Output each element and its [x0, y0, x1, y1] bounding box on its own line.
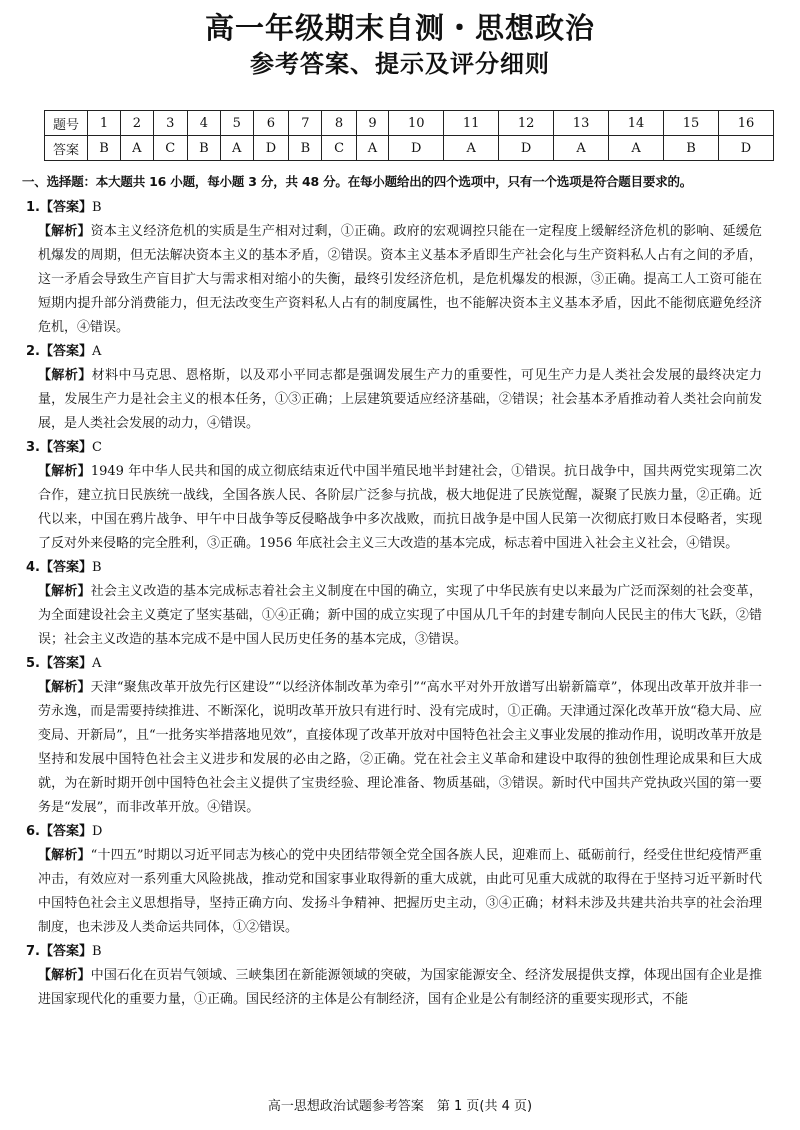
answer-row	[45, 136, 774, 161]
question-number-row	[45, 111, 774, 136]
page-footer: 高一思想政治试题参考答案 第 1 页(共 4 页)	[267, 1099, 533, 1114]
row-label-answers: 答案	[45, 136, 88, 161]
answer-cell: B	[187, 136, 220, 161]
answer-cell: A	[554, 136, 609, 161]
answer-cell: D	[718, 136, 773, 161]
number-cell: 11	[444, 111, 499, 136]
question-answer: 2.【答案】A	[26, 344, 102, 359]
number-cell: 14	[609, 111, 664, 136]
number-cell: 8	[322, 111, 356, 136]
explanation-paragraph: 【解析】资本主义经济危机的实质是生产相对过剩，①正确。政府的宏观调控只能在一定程度上缓解经济危机的影响、延缓危机爆发的周期，但无法解决资本主义的基本矛盾，②错误。资本主义基本矛盾即生产社会化与生产资料私人占有之间的矛盾，这一矛盾会导致生产盲目扩大与需求相对缩小的失衡，最终引发经济危机，是危机爆发的根源，③正确。提高工人工资可能在短期内提升部分消费能力，但无法改变生产资料私人占有的制度属性，也不能解决资本主义基本矛盾，因此不能彻底避免经济危机，④错误。	[38, 224, 762, 335]
explanations	[26, 196, 762, 1012]
number-cell: 16	[718, 111, 773, 136]
question-answer: 7.【答案】B	[26, 944, 102, 959]
answer-cell: B	[664, 136, 719, 161]
number-cell: 15	[664, 111, 719, 136]
answer-cell: C	[153, 136, 187, 161]
explanation-paragraph: 【解析】1949 年中华人民共和国的成立彻底结束近代中国半殖民地半封建社会，①错误。抗日战争中，国共两党实现第二次合作，建立抗日民族统一战线，全国各族人民、各阶层广泛参与抗战，极大地促进了民族觉醒，凝聚了民族力量，②正确。近代以来，中国在鸦片战争、甲午中日战争等反侵略战争中多次战败，而抗日战争是中国人民第一次彻底打败日本侵略者，实现了反对外来侵略的完全胜利，③正确。1956 年底社会主义三大改造的基本完成，标志着中国进入社会主义社会，④错误。	[38, 464, 762, 551]
number-cell: 7	[289, 111, 322, 136]
number-cell: 12	[499, 111, 554, 136]
number-cell: 6	[253, 111, 289, 136]
answer-cell: A	[220, 136, 253, 161]
number-cell: 4	[187, 111, 220, 136]
answer-cell: A	[121, 136, 154, 161]
number-cell: 10	[389, 111, 444, 136]
row-label-numbers: 题号	[45, 111, 88, 136]
answer-cell: C	[322, 136, 356, 161]
explanation-paragraph: 【解析】中国石化在页岩气领域、三峡集团在新能源领域的突破，为国家能源安全、经济发展提供支撑，体现出国有企业是推进国家现代化的重要力量，①正确。国民经济的主体是公有制经济，国有企业是公有制经济的重要实现形式，不能	[38, 968, 762, 1007]
answer-cell: B	[88, 136, 121, 161]
section-header: 一、选择题：本大题共 16 小题，每小题 3 分，共 48 分。在每小题给出的四个选项中，只有一个选项是符合题目要求的。	[22, 174, 693, 189]
number-cell: 1	[88, 111, 121, 136]
question-answer: 5.【答案】A	[26, 656, 102, 671]
question-answer: 6.【答案】D	[26, 824, 103, 839]
question-answer: 1.【答案】B	[26, 200, 102, 215]
answer-cell: D	[253, 136, 289, 161]
explanation-paragraph: 【解析】天津“聚焦改革开放先行区建设”“以经济体制改革为牵引”“高水平对外开放谱写出崭新篇章”，体现出改革开放并非一劳永逸，而是需要持续推进、不断深化，说明改革开放只有进行时、没有完成时，①正确。天津通过深化改革开放“稳大局、应变局、开新局”，且“一批务实举措落地见效”，直接体现了改革开放对中国特色社会主义事业发展的推动作用，说明改革开放是坚持和发展中国特色社会主义进步和发展的必由之路，②正确。党在社会主义革命和建设中取得的独创性理论成果和巨大成就，为在新时期开创中国特色社会主义提供了宝贵经验、理论准备、物质基础，③错误。新时代中国共产党执政兴国的第一要务是“发展”，而非改革开放。④错误。	[38, 680, 762, 815]
question-answer: 4.【答案】B	[26, 560, 102, 575]
answer-cell: A	[356, 136, 389, 161]
number-cell: 13	[554, 111, 609, 136]
number-cell: 2	[121, 111, 154, 136]
answer-table	[44, 110, 774, 161]
question-answer: 3.【答案】C	[26, 440, 102, 455]
answer-cell: A	[444, 136, 499, 161]
answer-cell: A	[609, 136, 664, 161]
number-cell: 3	[153, 111, 187, 136]
explanation-paragraph: 【解析】“十四五”时期以习近平同志为核心的党中央团结带领全党全国各族人民，迎难而上、砥砺前行，经受住世纪疫情严重冲击，有效应对一系列重大风险挑战，推动党和国家事业取得新的重大成就，由此可见重大成就的取得在于坚持习近平新时代中国特色社会主义思想指导，坚持正确方向、发扬斗争精神、把握历史主动，③④正确；材料未涉及共建共治共享的社会治理制度，也未涉及人类命运共同体，①②错误。	[38, 848, 762, 935]
answer-cell: D	[499, 136, 554, 161]
page-title: 高一年级期末自测・思想政治	[204, 11, 595, 45]
explanation-paragraph: 【解析】社会主义改造的基本完成标志着社会主义制度在中国的确立，实现了中华民族有史以来最为广泛而深刻的社会变革，为全面建设社会主义奠定了坚实基础，①④正确；新中国的成立实现了中国从几千年的封建专制向人民民主的伟大飞跃，②错误；社会主义改造的基本完成不是中国人民历史任务的基本完成，③错误。	[38, 584, 762, 647]
answer-cell: B	[289, 136, 322, 161]
number-cell: 9	[356, 111, 389, 136]
answer-cell: D	[389, 136, 444, 161]
explanation-paragraph: 【解析】材料中马克思、恩格斯，以及邓小平同志都是强调发展生产力的重要性，可见生产力是人类社会发展的最终决定力量，发展生产力是社会主义的根本任务，①③正确；上层建筑要适应经济基础，②错误；社会基本矛盾推动着人类社会向前发展，是人类社会发展的动力，④错误。	[38, 368, 762, 431]
page-subtitle: 参考答案、提示及评分细则	[250, 50, 550, 78]
number-cell: 5	[220, 111, 253, 136]
